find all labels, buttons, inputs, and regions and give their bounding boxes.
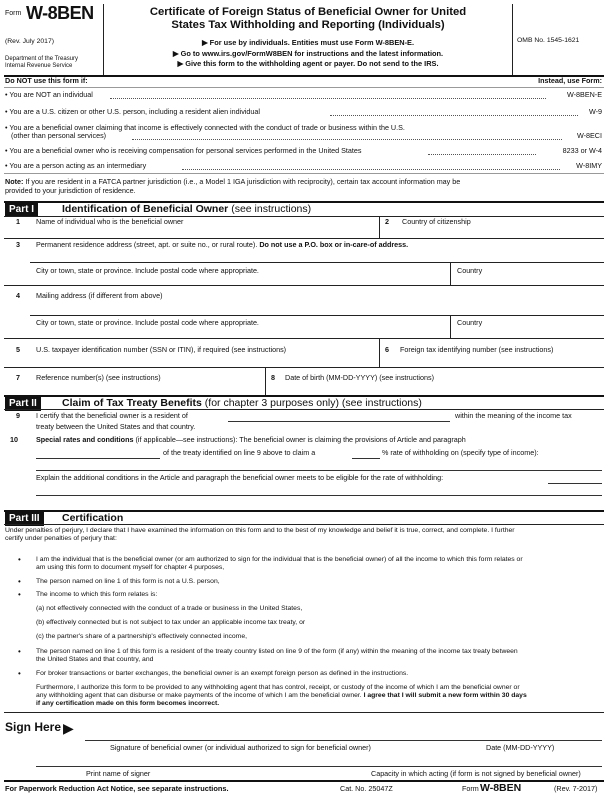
instead-use-heading: Instead, use Form:: [538, 76, 602, 85]
part1-label: Part I: [5, 203, 38, 217]
list-item-form: W-8ECI: [576, 131, 602, 140]
line-3-label: Permanent residence address (street, apt. or suite no., or rural route). Do not use a P.O. box or in-care-of address.: [36, 240, 409, 249]
line-3-country-field[interactable]: Country: [457, 266, 483, 275]
furthermore-text: Furthermore, I authorize this form to be provided to any withholding agent that has control, receipt, or custody of the income of which I am the beneficial owner or any withholding agent that can disburse or make payments of the income of which I am the beneficial owner. I agree that I will submit a new form within 30 days if any certification made on this form becomes incorrect.: [36, 684, 527, 708]
sign-here-label: Sign Here: [5, 720, 62, 734]
part2-label: Part II: [5, 397, 41, 411]
irs-label: Internal Revenue Service: [5, 63, 73, 69]
line-10-article-input[interactable]: [36, 458, 160, 459]
paperwork-notice: For Paperwork Reduction Act Notice, see separate instructions.: [5, 784, 229, 793]
line-5-label: U.S. taxpayer identification number (SSN or ITIN), if required (see instructions): [36, 345, 287, 354]
cat-number: Cat. No. 25047Z: [340, 784, 393, 793]
list-item-form: 8233 or W-4: [562, 146, 602, 155]
part3-title: Certification: [62, 512, 124, 524]
line-7-label: Reference number(s) (see instructions): [36, 373, 161, 382]
list-item: • You are a U.S. citizen or other U.S. person, including a resident alien individual: [5, 107, 261, 116]
list-item: • You are a person acting as an intermediary: [5, 161, 147, 170]
form-prefix: Form: [5, 10, 22, 17]
list-item-form: W-8IMY: [576, 161, 602, 170]
line-10-explain-input[interactable]: [548, 483, 602, 484]
line-10-explain-input-2[interactable]: [36, 495, 602, 496]
list-item: I am the individual that is the beneficial owner (or am authorized to sign for the individual that is the beneficial owner) of all the income to which this form relates or am using this form to document myself for chapter 4 purposes,: [36, 556, 523, 572]
list-item: • You are a beneficial owner claiming that income is effectively connected with the conduct of trade or business within the U.S.: [5, 123, 405, 132]
line-10-explain-label: Explain the additional conditions in the Article and paragraph the beneficial owner meets to be eligible for the rate of withholding:: [36, 473, 444, 482]
do-not-use-heading: Do NOT use this form if:: [5, 76, 88, 85]
form-title: Certificate of Foreign Status of Beneficial Owner for United States Tax Withholding and Reporting (Individuals): [149, 6, 467, 31]
line-10-rate-input[interactable]: [352, 458, 380, 459]
line-10-label-b: of the treaty identified on line 9 above to claim a: [163, 448, 316, 457]
revision: (Rev. July 2017): [5, 38, 54, 45]
line-9-label-cont: within the meaning of the income tax: [455, 411, 572, 420]
part1-title: Identification of Beneficial Owner (see instructions): [62, 203, 312, 215]
line-1-label: Name of individual who is the beneficial owner: [36, 217, 184, 226]
capacity-label: Capacity in which acting (if form is not signed by beneficial owner): [371, 769, 581, 778]
list-item: • You are NOT an individual: [5, 90, 93, 99]
list-item: • You are a beneficial owner who is receiving compensation for personal services performed in the United States: [5, 146, 362, 155]
line-10-label: Special rates and conditions (if applicable—see instructions): The beneficial owner is claiming the provisions of Article and paragraph: [36, 435, 466, 444]
list-item-form: W-9: [588, 107, 602, 116]
list-item: The income to which this form relates is:: [36, 591, 158, 598]
omb-number: OMB No. 1545-1621: [517, 37, 580, 44]
fatca-note: Note: If you are resident in a FATCA partner jurisdiction (i.e., a Model 1 IGA jurisdiction with reciprocity), certain tax account information may be provided to your jurisdiction of residence.: [5, 177, 461, 195]
signature-line[interactable]: [85, 740, 602, 741]
part3-label: Part III: [5, 512, 44, 526]
line-10-label-c: % rate of withholding on (specify type of income):: [382, 448, 539, 457]
list-item: The person named on line 1 of this form is not a U.S. person,: [36, 578, 220, 585]
line-4-country-field[interactable]: Country: [457, 318, 483, 327]
print-name-line[interactable]: [36, 766, 602, 767]
line-2-label: Country of citizenship: [402, 217, 471, 226]
line-8-label: Date of birth (MM-DD-YYYY) (see instructions): [285, 373, 434, 382]
line-9-label-end: treaty between the United States and that country.: [36, 422, 196, 431]
footer-revision: (Rev. 7-2017): [554, 784, 598, 793]
part2-title: Claim of Tax Treaty Benefits (for chapter 3 purposes only) (see instructions): [62, 397, 422, 409]
form-name: W-8BEN: [26, 3, 94, 23]
list-item-sub: (b) effectively connected but is not subject to tax under an applicable income tax treaty, or: [36, 619, 306, 626]
date-label: Date (MM-DD-YYYY): [486, 743, 555, 752]
line-4-label: Mailing address (if different from above): [36, 291, 163, 300]
footer-form-name: W-8BEN: [480, 782, 522, 794]
department: Department of the Treasury: [5, 56, 79, 62]
list-item-form: W-8BEN-E: [566, 90, 602, 99]
footer-form-prefix: Form: [462, 784, 479, 793]
line-4-city-field[interactable]: City or town, state or province. Include postal code where appropriate.: [36, 318, 259, 327]
line-3-city-field[interactable]: City or town, state or province. Include postal code where appropriate.: [36, 266, 259, 275]
form-instructions: ▶ For use by individuals. Entities must use Form W-8BEN-E. ▶ Go to www.irs.gov/FormW8BEN for instructions and the latest information. ▶ Give this form to the withholding agent or payer. Do not send to the IRS.: [172, 38, 444, 69]
list-item-cont: (other than personal services): [11, 131, 107, 140]
list-item: For broker transactions or barter exchanges, the beneficial owner is an exempt foreign person as defined in the instructions.: [36, 670, 409, 677]
arrow-right-icon: ▶: [63, 720, 74, 736]
print-name-label: Print name of signer: [86, 769, 151, 778]
list-item-sub: (c) the partner's share of a partnership's effectively connected income,: [36, 633, 248, 640]
line-9-label: I certify that the beneficial owner is a resident of: [36, 411, 188, 420]
line-10-income-input[interactable]: [36, 470, 602, 471]
line-6-label: Foreign tax identifying number (see instructions): [400, 345, 554, 354]
certification-intro: Under penalties of perjury, I declare that I have examined the information on this form and to the best of my knowledge and belief it is true, correct, and complete. I further certify under penalties of perjury that:: [5, 527, 515, 543]
list-item: The person named on line 1 of this form is a resident of the treaty country listed on line 9 of the form (if any) within the meaning of the income tax treaty between the United States and that country, and: [36, 648, 518, 664]
line-9-country-input[interactable]: [228, 421, 450, 422]
signature-label: Signature of beneficial owner (or individual authorized to sign for beneficial owner): [110, 743, 371, 752]
list-item-sub: (a) not effectively connected with the conduct of a trade or business in the United States,: [36, 605, 303, 612]
